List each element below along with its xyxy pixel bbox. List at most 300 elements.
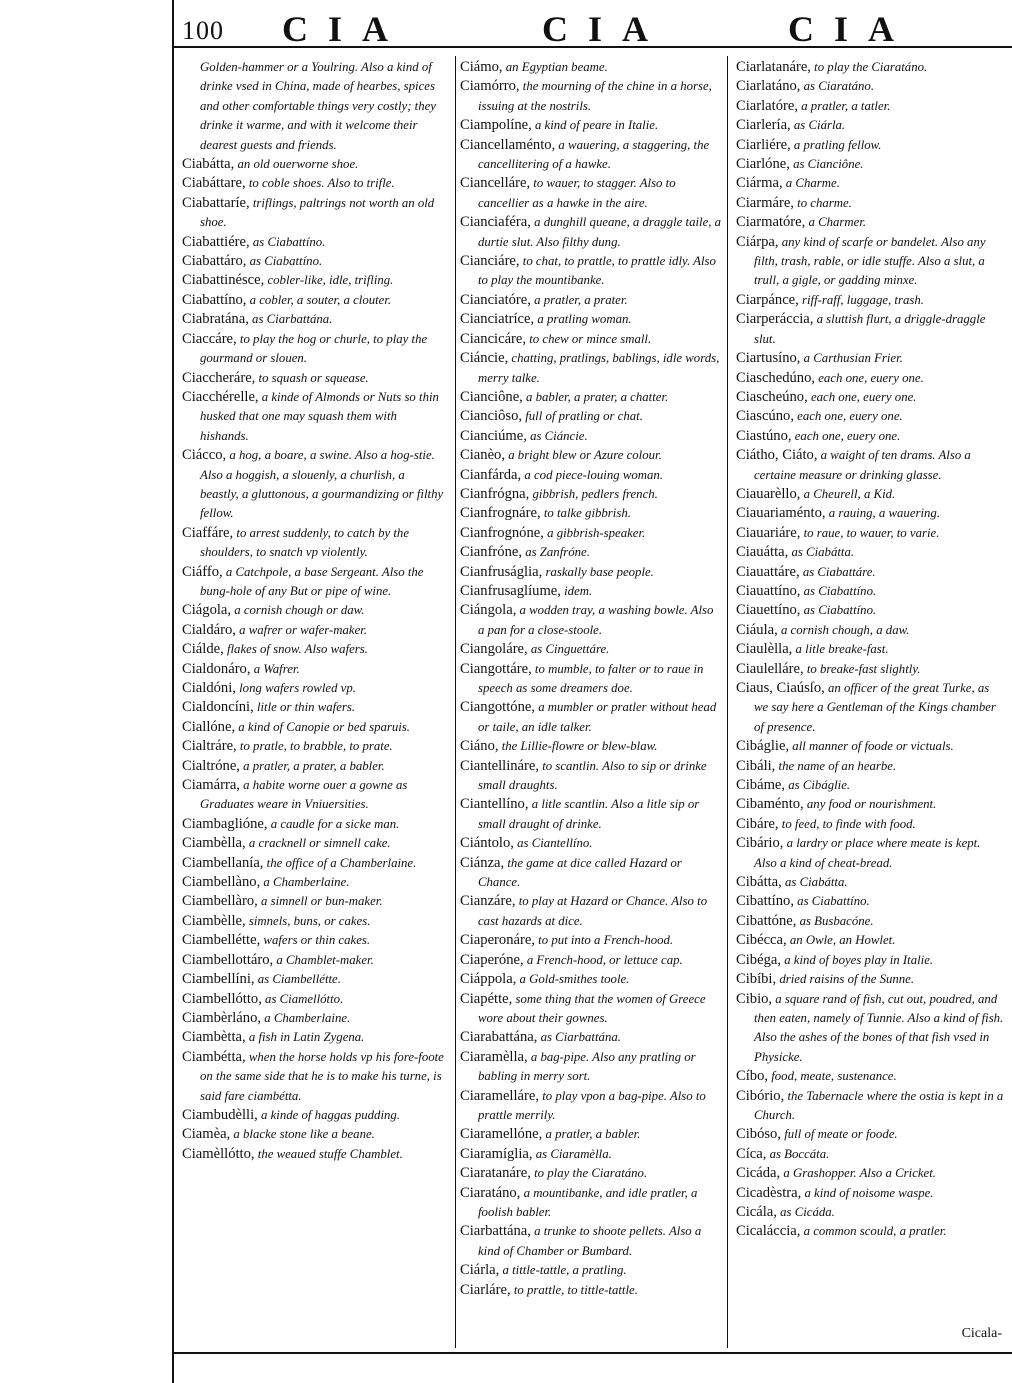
dictionary-entry [736, 621, 1004, 640]
entry-headword: Ciarláre, [460, 1281, 511, 1298]
dictionary-entry [182, 1009, 446, 1028]
dictionary-entry [736, 291, 1004, 310]
entry-headword: Ciangottóne, [460, 699, 535, 716]
entry-headword: Cibáglie, [736, 738, 790, 755]
dictionary-entry [460, 795, 722, 834]
entry-headword: Ciancellaménto, [460, 136, 556, 153]
entry-headword: Ciaccheráre, [182, 369, 256, 386]
dictionary-entry [460, 1087, 722, 1126]
dictionary-entry [182, 679, 446, 698]
entry-definition: a Chamberlaine. [261, 1010, 351, 1025]
entry-definition: a cornish chough, a daw. [777, 622, 910, 637]
dictionary-entry [182, 912, 446, 931]
entry-definition: simnels, buns, or cakes. [245, 913, 371, 928]
entry-headword: Ciabattiére, [182, 233, 250, 250]
entry-headword: Ciaffáre, [182, 524, 234, 541]
dictionary-entry [460, 330, 722, 349]
entry-definition: triflings, paltrings not worth an old shoe. [200, 195, 435, 230]
entry-definition: to put into a French-hood. [534, 933, 674, 948]
column-left [182, 58, 446, 1164]
dictionary-entry [182, 815, 446, 834]
entry-definition: full of pratling or chat. [522, 409, 643, 424]
entry-headword: Ciaperonáre, [460, 932, 535, 949]
dictionary-entry [460, 174, 722, 213]
entry-headword: Ciambaglióne, [182, 815, 268, 832]
dictionary-entry [736, 1067, 1004, 1086]
dictionary-entry [736, 757, 1004, 776]
entry-definition: to play the hog or churle, to play the gourmand or slouen. [200, 331, 428, 366]
entry-definition: a fish in Latin Zygena. [245, 1030, 365, 1045]
dictionary-entry [460, 466, 722, 485]
entry-definition: as Ciabattíno. [793, 894, 870, 909]
entry-headword: Ciambellàno, [182, 874, 261, 891]
entry-headword: Ciangottáre, [460, 660, 532, 677]
entry-definition: to coble shoes. Also to trifle. [245, 176, 395, 191]
dictionary-entry [460, 892, 722, 931]
entry-definition: a lardry or place where meate is kept. Also a kind of cheat-bread. [754, 836, 981, 870]
entry-definition: an Egyptian beame. [502, 60, 608, 74]
dictionary-entry [460, 77, 722, 116]
entry-headword: Cialdonáro, [182, 660, 251, 677]
dictionary-entry [182, 718, 446, 737]
entry-headword: Ciampolíne, [460, 117, 532, 134]
dictionary-entry [736, 834, 1004, 873]
dictionary-entry [182, 563, 446, 602]
dictionary-entry [460, 563, 722, 582]
entry-definition: as Ciabátta. [788, 545, 855, 560]
dictionary-entry [736, 1203, 1004, 1222]
dictionary-entry [736, 155, 1004, 174]
entry-headword: Cialtróne, [182, 757, 240, 774]
entry-headword: Cianciúme, [460, 427, 527, 444]
dictionary-entry [182, 834, 446, 853]
entry-headword: Ciarmatóre, [736, 214, 806, 231]
dictionary-entry [182, 194, 446, 233]
entry-headword: Ciabattáro, [182, 253, 247, 270]
entry-headword: Ciabattíno, [182, 291, 247, 308]
dictionary-entry [460, 1164, 722, 1183]
entry-headword: Ciárla, [460, 1262, 500, 1279]
dictionary-entry [736, 563, 1004, 582]
entry-definition: a cornish chough or daw. [231, 603, 365, 618]
entry-headword: Ciarbattána, [460, 1223, 531, 1240]
dictionary-entry [182, 291, 446, 310]
entry-headword: Cialdóni, [182, 680, 236, 696]
dictionary-entry [460, 1125, 722, 1144]
dictionary-entry [182, 330, 446, 369]
entry-definition: a kinde of Almonds or Nuts so thin husked that one may squash them with hishands. [200, 389, 439, 443]
entry-headword: Ciáno, [460, 738, 499, 755]
entry-definition: each one, euery one. [791, 428, 901, 443]
dictionary-entry [182, 757, 446, 776]
entry-headword: Ciamèllótto, [182, 1145, 255, 1162]
entry-headword: Ciaramèlla, [460, 1048, 528, 1065]
entry-headword: Ciartusíno, [736, 350, 801, 367]
entry-definition: a dunghill queane, a draggle taile, a durtie slut. Also filthy dung. [478, 215, 722, 249]
entry-headword: Cibátta, [736, 874, 782, 891]
entry-headword: Ciambètta, [182, 1029, 246, 1046]
entry-headword: Cianfruságlia, [460, 563, 543, 580]
dictionary-entry [736, 174, 1004, 193]
dictionary-entry [460, 310, 722, 329]
entry-headword: Cianciatóre, [460, 291, 531, 308]
entry-headword: Cibaménto, [736, 796, 804, 813]
entry-definition: all manner of foode or victuals. [789, 739, 954, 754]
entry-headword: Ciantellináre, [460, 757, 540, 774]
dictionary-entry [182, 58, 446, 155]
dictionary-entry [736, 349, 1004, 368]
entry-definition: as Busbacóne. [796, 913, 874, 928]
dictionary-entry [460, 388, 722, 407]
dictionary-entry [182, 1106, 446, 1125]
entry-definition: some thing that the women of Greece wore about their gownes. [478, 991, 706, 1025]
dictionary-entry [182, 524, 446, 563]
entry-definition: as Cianciône. [789, 157, 864, 172]
entry-definition: each one, euery one. [815, 370, 924, 385]
dictionary-entry [182, 776, 446, 815]
entry-headword: Ciámo, [460, 59, 503, 75]
entry-headword: Ciaccáre, [182, 330, 237, 347]
entry-definition: as Ciaratáno. [800, 79, 875, 94]
dictionary-entry [460, 1222, 722, 1261]
entry-definition: a pratler, a babler. [542, 1127, 641, 1142]
entry-headword: Ciaramellóne, [460, 1126, 543, 1143]
entry-headword: Ciamórro, [460, 78, 520, 95]
entry-definition: an officer of the great Turke, as we say here a Gentleman of the Kings chamber of presence. [754, 681, 996, 734]
entry-definition: a cobler, a souter, a clouter. [246, 292, 392, 307]
entry-headword: Ciarmáre, [736, 194, 794, 211]
entry-headword: Ciántolo, [460, 835, 514, 852]
entry-headword: Ciárpa, [736, 233, 779, 250]
entry-headword: Ciarperáccia, [736, 311, 814, 328]
entry-definition: any kind of scarfe or bandelet. Also any filth, trash, rable, or idle stuffe. Also a slut, a trull, a gigle, or gadding minxe. [754, 234, 986, 288]
entry-definition: as Ciamellótto. [261, 991, 344, 1006]
entry-definition: Golden-hammer or a Youlring. Also a kind of drinke vsed in China, made of hearbes, spices and other comfortable things very costly; they drinke it warme, and with it welcome their dearest guests and friends. [200, 60, 436, 152]
entry-definition: a kind of boyes play in Italie. [781, 952, 934, 967]
entry-headword: Ciambèlle, [182, 912, 246, 929]
dictionary-entry [460, 1048, 722, 1087]
entry-headword: Cianciatríce, [460, 311, 535, 328]
dictionary-entry [182, 1028, 446, 1047]
entry-headword: Cianèo, [460, 447, 505, 464]
entry-definition: a simnell or bun-maker. [257, 894, 383, 909]
dictionary-entry [460, 601, 722, 640]
dictionary-entry [736, 873, 1004, 892]
entry-headword: Ciáula, [736, 621, 778, 638]
dictionary-entry [736, 970, 1004, 989]
entry-headword: Ciancelláre, [460, 175, 531, 192]
dictionary-entry [736, 233, 1004, 291]
entry-definition: a Carthusian Frier. [800, 351, 903, 366]
entry-definition: to play vpon a bag-pipe. Also to prattle merrily. [478, 1088, 706, 1122]
dictionary-entry [182, 1048, 446, 1106]
entry-headword: Cianfárda, [460, 466, 522, 483]
entry-definition: litle or thin wafers. [253, 700, 356, 715]
dictionary-entry [460, 1184, 722, 1223]
dictionary-entry [182, 892, 446, 911]
entry-headword: Cíbo, [736, 1068, 769, 1085]
entry-headword: Cibécca, [736, 932, 787, 949]
entry-definition: a bright blew or Azure colour. [505, 448, 662, 463]
dictionary-entry [460, 834, 722, 853]
dictionary-entry [182, 931, 446, 950]
entry-headword: Ciastúno, [736, 427, 792, 444]
entry-headword: Cibéga, [736, 951, 781, 968]
entry-definition: as Ciabattíno. [800, 603, 877, 618]
entry-headword: Ciánza, [460, 854, 505, 871]
entry-headword: Cibattíno, [736, 893, 794, 910]
entry-definition: as Cinguettáre. [527, 642, 610, 657]
entry-headword: Ciapétte, [460, 990, 513, 1007]
entry-definition: as Boccáta. [766, 1146, 830, 1161]
entry-headword: Ciárma, [736, 175, 783, 192]
dictionary-entry [736, 427, 1004, 446]
dictionary-entry [736, 116, 1004, 135]
dictionary-entry [460, 349, 722, 388]
entry-definition: a waight of ten drams. Also a certaine measure or drinking glasse. [754, 448, 971, 482]
entry-headword: Ciabratána, [182, 311, 249, 328]
entry-headword: Ciaus, Ciaúsſo, [736, 680, 825, 696]
dictionary-entry [736, 601, 1004, 620]
entry-definition: each one, euery one. [807, 389, 917, 404]
page-header [174, 4, 1012, 49]
entry-definition: to play the Ciaratáno. [810, 60, 928, 74]
entry-definition: a Grashopper. Also a Cricket. [780, 1166, 936, 1181]
entry-definition: to squash or squease. [255, 370, 369, 385]
dictionary-entry [736, 1087, 1004, 1126]
entry-headword: Ciáffo, [182, 563, 223, 580]
entry-definition: a blacke stone like a beane. [230, 1127, 375, 1142]
entry-definition: to arrest suddenly, to catch by the shoulders, to snatch vp violently. [200, 525, 409, 560]
entry-definition: food, meate, sustenance. [768, 1069, 897, 1084]
entry-definition: wafers or thin cakes. [260, 933, 371, 948]
entry-headword: Ciascheúno, [736, 388, 808, 405]
dictionary-entry [460, 951, 722, 970]
dictionary-entry [182, 369, 446, 388]
entry-headword: Cibáre, [736, 815, 779, 832]
dictionary-entry [182, 271, 446, 290]
dictionary-entry [182, 252, 446, 271]
entry-definition: a mountibanke, and idle pratler, a foolish babler. [478, 1185, 698, 1219]
running-headword-center: CIA [542, 9, 669, 49]
entry-headword: Cialdoncíni, [182, 699, 254, 716]
entry-definition: to chew or mince small. [526, 331, 652, 346]
entry-definition: a pratling woman. [534, 312, 632, 327]
dictionary-entry [182, 446, 446, 524]
dictionary-entry [736, 77, 1004, 96]
entry-headword: Ciabattaríe, [182, 194, 250, 211]
dictionary-entry [182, 990, 446, 1009]
dictionary-entry [460, 252, 722, 291]
dictionary-entry [736, 407, 1004, 426]
entry-headword: Ciácco, [182, 447, 227, 464]
entry-definition: as Cibáglie. [785, 778, 851, 793]
entry-definition: as Cicáda. [776, 1204, 835, 1219]
entry-headword: Cianfróne, [460, 544, 523, 561]
entry-headword: Ciangoláre, [460, 641, 528, 658]
entry-definition: as Ciabattíno. [246, 254, 323, 269]
entry-headword: Ciauátta, [736, 544, 789, 561]
entry-headword: Cicála, [736, 1203, 777, 1220]
dictionary-entry [182, 1145, 446, 1164]
entry-headword: Cianfrógna, [460, 485, 530, 502]
entry-definition: a Gold-smithes toole. [516, 972, 630, 987]
entry-definition: gibbrish, pedlers french. [529, 486, 658, 501]
entry-headword: Cibário, [736, 835, 784, 852]
entry-definition: when the horse holds vp his fore-foote on the same side that he is to make his turne, is said fare ciambétta. [200, 1049, 444, 1103]
entry-headword: Ciamárra, [182, 777, 240, 794]
entry-definition: a babler, a prater, a chatter. [522, 389, 669, 404]
entry-headword: Ciarlatáno, [736, 78, 801, 95]
entry-headword: Ciaulèlla, [736, 641, 793, 658]
entry-headword: Ciauettíno, [736, 602, 801, 619]
entry-definition: to chat, to prattle, to prattle idly. Also to play the mountibanke. [478, 254, 716, 288]
dictionary-entry [460, 485, 722, 504]
entry-definition: an old ouerworne shoe. [234, 157, 359, 172]
entry-headword: Cianzáre, [460, 893, 516, 910]
dictionary-entry [182, 873, 446, 892]
entry-headword: Ciarlería, [736, 117, 791, 134]
entry-definition: to pratle, to brabble, to prate. [236, 739, 393, 754]
entry-definition: riff-raff, luggage, trash. [798, 292, 924, 307]
entry-headword: Ciaschedúno, [736, 369, 816, 386]
dictionary-entry [736, 543, 1004, 562]
entry-headword: Ciálde, [182, 641, 224, 658]
entry-definition: the Lillie-flowre or blew-blaw. [498, 739, 658, 754]
entry-headword: Cíca, [736, 1145, 767, 1162]
entry-definition: a mumbler or pratler without head or taile, an idle talker. [478, 700, 717, 734]
dictionary-entry [460, 524, 722, 543]
dictionary-entry [736, 795, 1004, 814]
dictionary-entry [736, 912, 1004, 931]
entry-headword: Ciambétta, [182, 1048, 246, 1065]
dictionary-entry [460, 660, 722, 699]
entry-definition: chatting, pratlings, bablings, idle words, merry talke. [478, 351, 720, 385]
entry-definition: a Catchpole, a base Sergeant. Also the bung-hole of any But or pipe of wine. [200, 564, 424, 598]
dictionary-entry [736, 1164, 1004, 1183]
entry-definition: as Zanfróne. [522, 545, 590, 560]
entry-definition: an Owle, an Howlet. [786, 933, 896, 948]
dictionary-entry [182, 155, 446, 174]
entry-headword: Ciambèrláno, [182, 1009, 262, 1026]
entry-headword: Ciambellótto, [182, 990, 262, 1007]
dictionary-entry [460, 582, 722, 601]
dictionary-entry [182, 660, 446, 679]
column-divider-1 [455, 56, 456, 1348]
entry-definition: as Ciantellíno. [513, 836, 593, 851]
entry-headword: Ciauarèllo, [736, 485, 801, 502]
dictionary-entry [460, 504, 722, 523]
dictionary-entry [736, 58, 1004, 77]
dictionary-entry [460, 737, 722, 756]
dictionary-entry [736, 1145, 1004, 1164]
entry-definition: a wodden tray, a washing bowle. Also a pan for a close-stoole. [478, 603, 714, 637]
entry-headword: Cicadèstra, [736, 1184, 802, 1201]
entry-definition: a square rand of fish, cut out, poudred, and then eaten, namely of Tunnie. Also a kind of fish. Also the ashes of the bones of that fish vsed in Physicke. [754, 991, 1004, 1064]
dictionary-entry [736, 504, 1004, 523]
entry-definition: a gibbrish-speaker. [543, 525, 646, 540]
dictionary-entry [460, 698, 722, 737]
entry-definition: a Chamberlaine. [260, 875, 350, 890]
entry-definition: the mourning of the chine in a horse, issuing at the nostrils. [478, 79, 712, 113]
entry-headword: Cibáli, [736, 757, 776, 774]
dictionary-entry [736, 1184, 1004, 1203]
entry-definition: a tittle-tattle, a pratling. [499, 1263, 627, 1278]
entry-definition: to play the Ciaratáno. [530, 1166, 648, 1181]
entry-definition: idem. [560, 583, 593, 598]
dictionary-entry [460, 446, 722, 465]
entry-definition: a pratler, a prater, a babler. [239, 758, 385, 773]
entry-definition: to breake-fast slightly. [803, 661, 921, 676]
entry-definition: a litle breake-fast. [792, 642, 889, 657]
dictionary-entry [182, 233, 446, 252]
entry-headword: Ciarabattána, [460, 1029, 538, 1046]
entry-definition: a trunke to shoote pellets. Also a kind of Chamber or Bumbard. [478, 1224, 702, 1258]
entry-headword: Ciabáttare, [182, 175, 246, 192]
dictionary-entry [460, 407, 722, 426]
dictionary-entry [736, 485, 1004, 504]
dictionary-entry [460, 58, 722, 77]
entry-definition: to talke gibbrish. [540, 506, 631, 521]
entry-definition: as Ciabattáre. [799, 564, 876, 579]
entry-headword: Ciascúno, [736, 408, 794, 425]
dictionary-entry [736, 1222, 1004, 1241]
entry-definition: a pratler, a tatler. [798, 98, 891, 113]
entry-definition: any food or nourishment. [803, 797, 937, 812]
entry-definition: as Ciáncie. [526, 428, 588, 443]
entry-definition: a litle scantlin. Also a litle sip or small draught of drinke. [478, 797, 700, 831]
column-right [736, 58, 1004, 1242]
entry-definition: to raue, to wauer, to varie. [800, 525, 940, 540]
entry-definition: a cod piece-louing woman. [521, 467, 663, 482]
entry-definition: to mumble, to falter or to raue in speech as some dreamers doe. [478, 661, 704, 695]
footer-rule [174, 1352, 1012, 1354]
entry-definition: as Ciarbattána. [248, 312, 333, 327]
dictionary-entry [736, 369, 1004, 388]
dictionary-entry [182, 310, 446, 329]
entry-headword: Ciarlóne, [736, 156, 790, 173]
entry-definition: as Ciabattíno. [249, 234, 326, 249]
entry-headword: Cibáme, [736, 777, 786, 794]
dictionary-entry [736, 815, 1004, 834]
entry-definition: to wauer, to stagger. Also to cancellier as a hawke in the aire. [478, 176, 676, 210]
running-headword-right: CIA [788, 9, 915, 49]
entry-definition: a bag-pipe. Also any pratling or babling in merry sort. [478, 1049, 696, 1084]
dictionary-entry [182, 737, 446, 756]
entry-headword: Ciágola, [182, 602, 232, 619]
entry-headword: Cibório, [736, 1087, 785, 1104]
entry-definition: cobler-like, idle, trifling. [264, 273, 394, 288]
entry-definition: long wafers rowled vp. [235, 681, 356, 695]
entry-headword: Cicaláccia, [736, 1223, 801, 1240]
entry-definition: a wafrer or wafer-maker. [235, 622, 368, 637]
entry-definition: to charme. [793, 195, 852, 210]
dictionary-entry [460, 213, 722, 252]
entry-headword: Ciaulelláre, [736, 660, 804, 677]
dictionary-entry [182, 174, 446, 193]
entry-definition: a habite worne ouer a gowne as Graduates weare in Vniuersities. [200, 778, 408, 812]
entry-definition: a common scould, a pratler. [800, 1224, 947, 1239]
dictionary-entry [460, 970, 722, 989]
entry-headword: Ciallóne, [182, 718, 236, 735]
entry-definition: the name of an hearbe. [775, 758, 897, 773]
entry-definition: a kind of peare in Italie. [531, 118, 659, 133]
entry-headword: Ciancicáre, [460, 330, 527, 347]
dictionary-entry [736, 640, 1004, 659]
dictionary-entry [460, 291, 722, 310]
dictionary-entry [182, 698, 446, 717]
entry-definition: a French-hood, or lettuce cap. [523, 952, 683, 967]
